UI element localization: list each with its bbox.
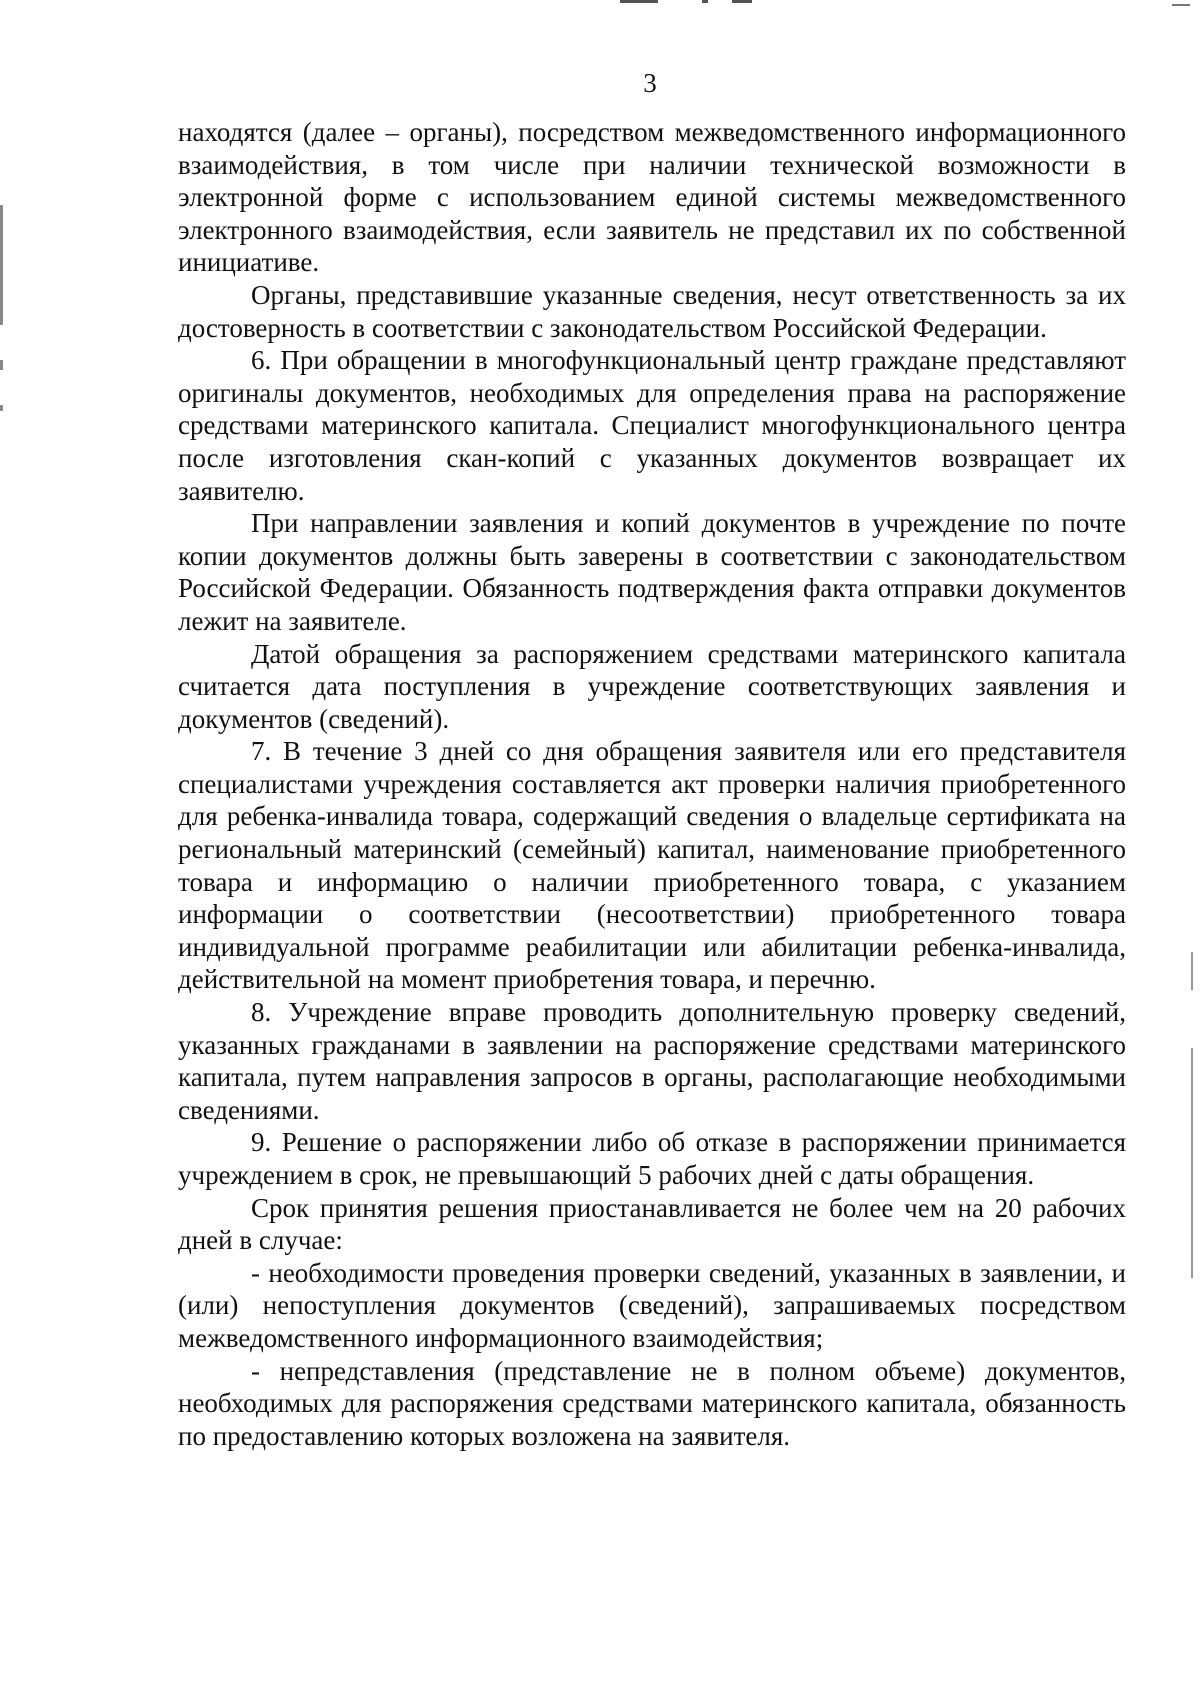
list-item-missing-documents: - непредставления (представление не в полном объеме) документов, необходимых для распоряжения средствами материнского капитала, обязанность по предоставлению которых возложена на заявителя. [178, 1355, 1126, 1451]
paragraph-suspension-term: Срок принятия решения приостанавливается не более чем на 20 рабочих дней в случае: [178, 1192, 1126, 1256]
paragraph-6-mfc: 6. При обращении в многофункциональный центр граждане представляют оригиналы документов, необходимых для определения права на распоряжение средствами материнского капитала. Специалист многофункционального центра после изготовления скан-копий с указанных документов возвращает их заявителю. [178, 345, 1126, 506]
paragraph-application-date: Датой обращения за распоряжением средствами материнского капитала считается дата поступления в учреждение соответствующих заявления и документов (сведений). [178, 638, 1126, 734]
paragraph-continuation: находятся (далее – органы), посредством межведомственного информационного взаимодействия, в том числе при наличии технической возможности в электронной форме с использованием единой системы межведомственного электронного взаимодействия, если заявитель не представил их по собственной инициативе. [178, 117, 1126, 278]
paragraph-9-decision: 9. Решение о распоряжении либо об отказе в распоряжении принимается учреждением в срок, не превышающий 5 рабочих дней с даты обращения. [178, 1127, 1126, 1190]
list-item-verification: - необходимости проведения проверки сведений, указанных в заявлении, и (или) непоступления документов (сведений), запрашиваемых посредством межведомственного информационного взаимодействия; [178, 1257, 1126, 1353]
scan-top-marks [620, 0, 750, 6]
paragraph-organs-responsibility: Органы, представившие указанные сведения, несут ответственность за их достоверность в соответствии с законодательством Российской Федерации. [178, 279, 1126, 343]
paragraph-8-additional-check: 8. Учреждение вправе проводить дополнительную проверку сведений, указанных гражданами в заявлении на распоряжение средствами материнского капитала, путем направления запросов в органы, располагающие необходимыми сведениями. [178, 997, 1126, 1125]
paragraph-mail-submission: При направлении заявления и копий документов в учреждение по почте копии документов должны быть заверены в соответствии с законодательством Российской Федерации. Обязанность подтверждения факта отправки документов лежит на заявителе. [178, 508, 1126, 636]
page-number: 3 [643, 68, 657, 98]
document-body [178, 116, 1126, 1452]
paragraph-7-inspection-act: 7. В течение 3 дней со дня обращения заявителя или его представителя специалистами учреждения составляется акт проверки наличия приобретенного для ребенка-инвалида товара, содержащий сведения о владельце сертификата на региональный материнский (семейный) капитал, наименование приобретенного товара и информацию о наличии приобретенного товара, с указанием информации о соответствии (несоответствии) приобретенного товара индивидуальной программе реабилитации или абилитации ребенка-инвалида, действительной на момент приобретения товара, и перечню. [178, 736, 1126, 995]
scan-corner-mark [1172, 4, 1190, 6]
